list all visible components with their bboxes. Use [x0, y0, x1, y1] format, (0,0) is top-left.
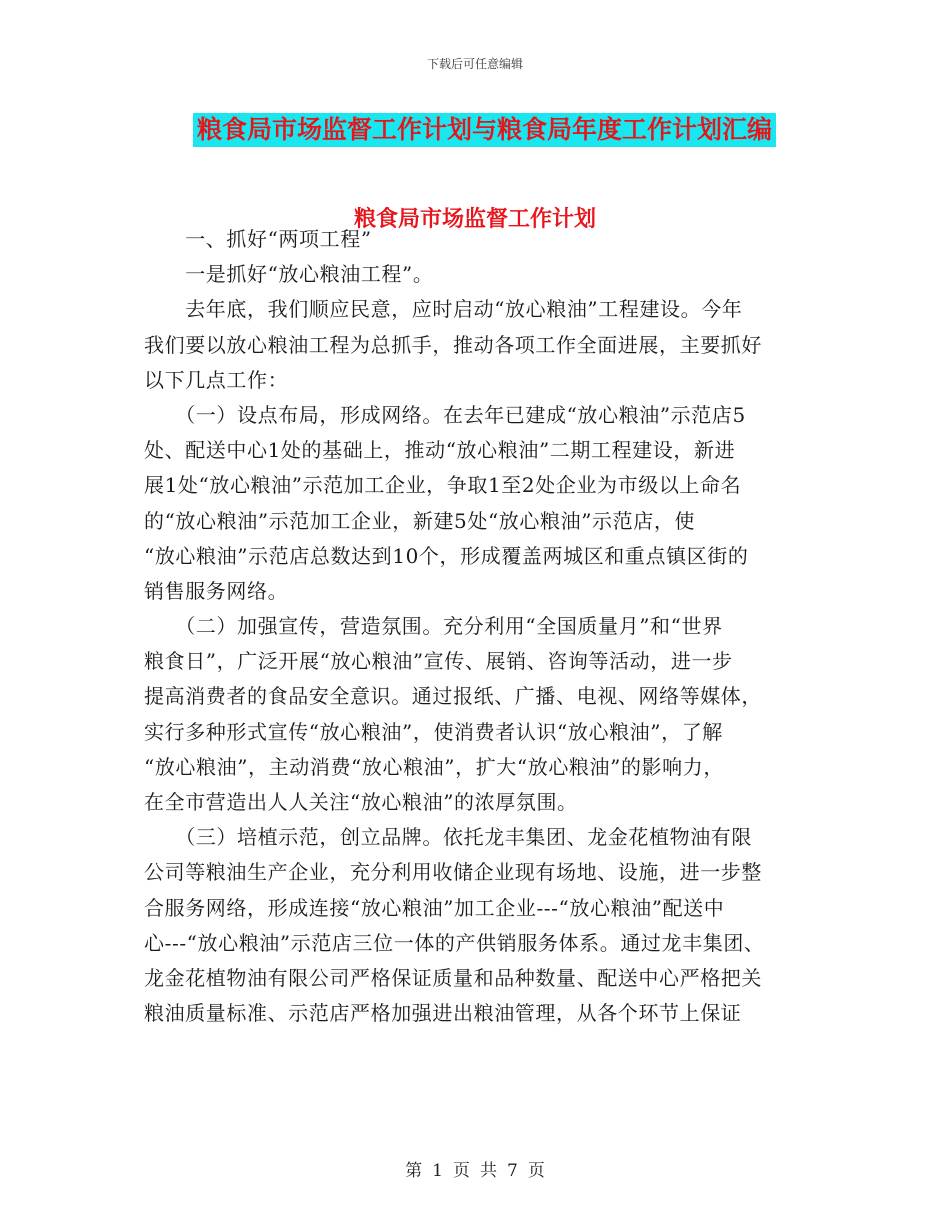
total-pages: 7 [507, 1161, 518, 1181]
page-footer [0, 1156, 950, 1181]
page-word: 第 [405, 1161, 423, 1181]
text-line: 合服务网络，形成连接“放心粮油”加工企业---“放心粮油”配送中 [144, 895, 725, 920]
text-line: 一是抓好“放心粮油工程”。 [144, 262, 434, 287]
text-line: 展1处“放心粮油”示范加工企业，争取1至2处企业为市级以上命名 [144, 473, 742, 498]
text-line: 粮油质量标准、示范店严格加强进出粮油管理，从各个环节上保证 [144, 1001, 742, 1026]
text-line: 公司等粮油生产企业，充分利用收储企业现有场地、设施，进一步整 [144, 860, 762, 885]
text-line: （一）设点布局，形成网络。在去年已建成“放心粮油”示范店5 [144, 402, 746, 427]
document-main-title: 粮食局市场监督工作计划与粮食局年度工作计划汇编 [193, 113, 776, 147]
text-line: 处、配送中心1处的基础上，推动“放心粮油”二期工程建设，新进 [144, 438, 736, 463]
text-line: 龙金花植物油有限公司严格保证质量和品种数量、配送中心严格把关 [144, 965, 762, 990]
text-line: “放心粮油”示范店总数达到10个，形成覆盖两城区和重点镇区街的 [144, 543, 749, 568]
text-line: 以下几点工作： [144, 367, 289, 392]
text-line: （三）培植示范，创立品牌。依托龙丰集团、龙金花植物油有限 [144, 825, 752, 850]
page-number: 1 [432, 1161, 443, 1181]
page-unit: 页 [453, 1161, 470, 1181]
text-line: 在全市营造出人人关注“放心粮油”的浓厚氛围。 [144, 790, 578, 814]
section-title: 粮食局市场监督工作计划 [353, 206, 596, 232]
text-line: 心---“放心粮油”示范店三位一体的产供销服务体系。通过龙丰集团、 [144, 930, 765, 955]
text-line: 我们要以放心粮油工程为总抓手，推动各项工作全面进展，主要抓好 [144, 332, 762, 357]
document-body [144, 222, 824, 1031]
text-line: 销售服务网络。 [144, 578, 289, 603]
text-line: 粮食日”，广泛开展“放心粮油”宣传、展销、咨询等活动，进一步 [144, 649, 733, 674]
total-unit: 页 [527, 1161, 545, 1181]
text-line: 去年底，我们顺应民意，应时启动“放心粮油”工程建设。今年 [144, 297, 743, 322]
text-line: 提高消费者的食品安全意识。通过报纸、广播、电视、网络等媒体， [144, 684, 762, 709]
text-line: 一、抓好“两项工程” [144, 227, 372, 251]
text-line: 的“放心粮油”示范加工企业，新建5处“放心粮油”示范店，使 [144, 508, 696, 533]
text-line: 实行多种形式宣传“放心粮油”，使消费者认识“放心粮油”，了解 [144, 719, 723, 744]
total-word: 共 [480, 1161, 497, 1181]
header-note: 下载后可任意编辑 [426, 57, 523, 71]
text-line: “放心粮油”，主动消费“放心粮油”，扩大“放心粮油”的影响力， [144, 754, 724, 779]
text-line: （二）加强宣传，营造氛围。充分利用“全国质量月”和“世界 [144, 614, 723, 639]
